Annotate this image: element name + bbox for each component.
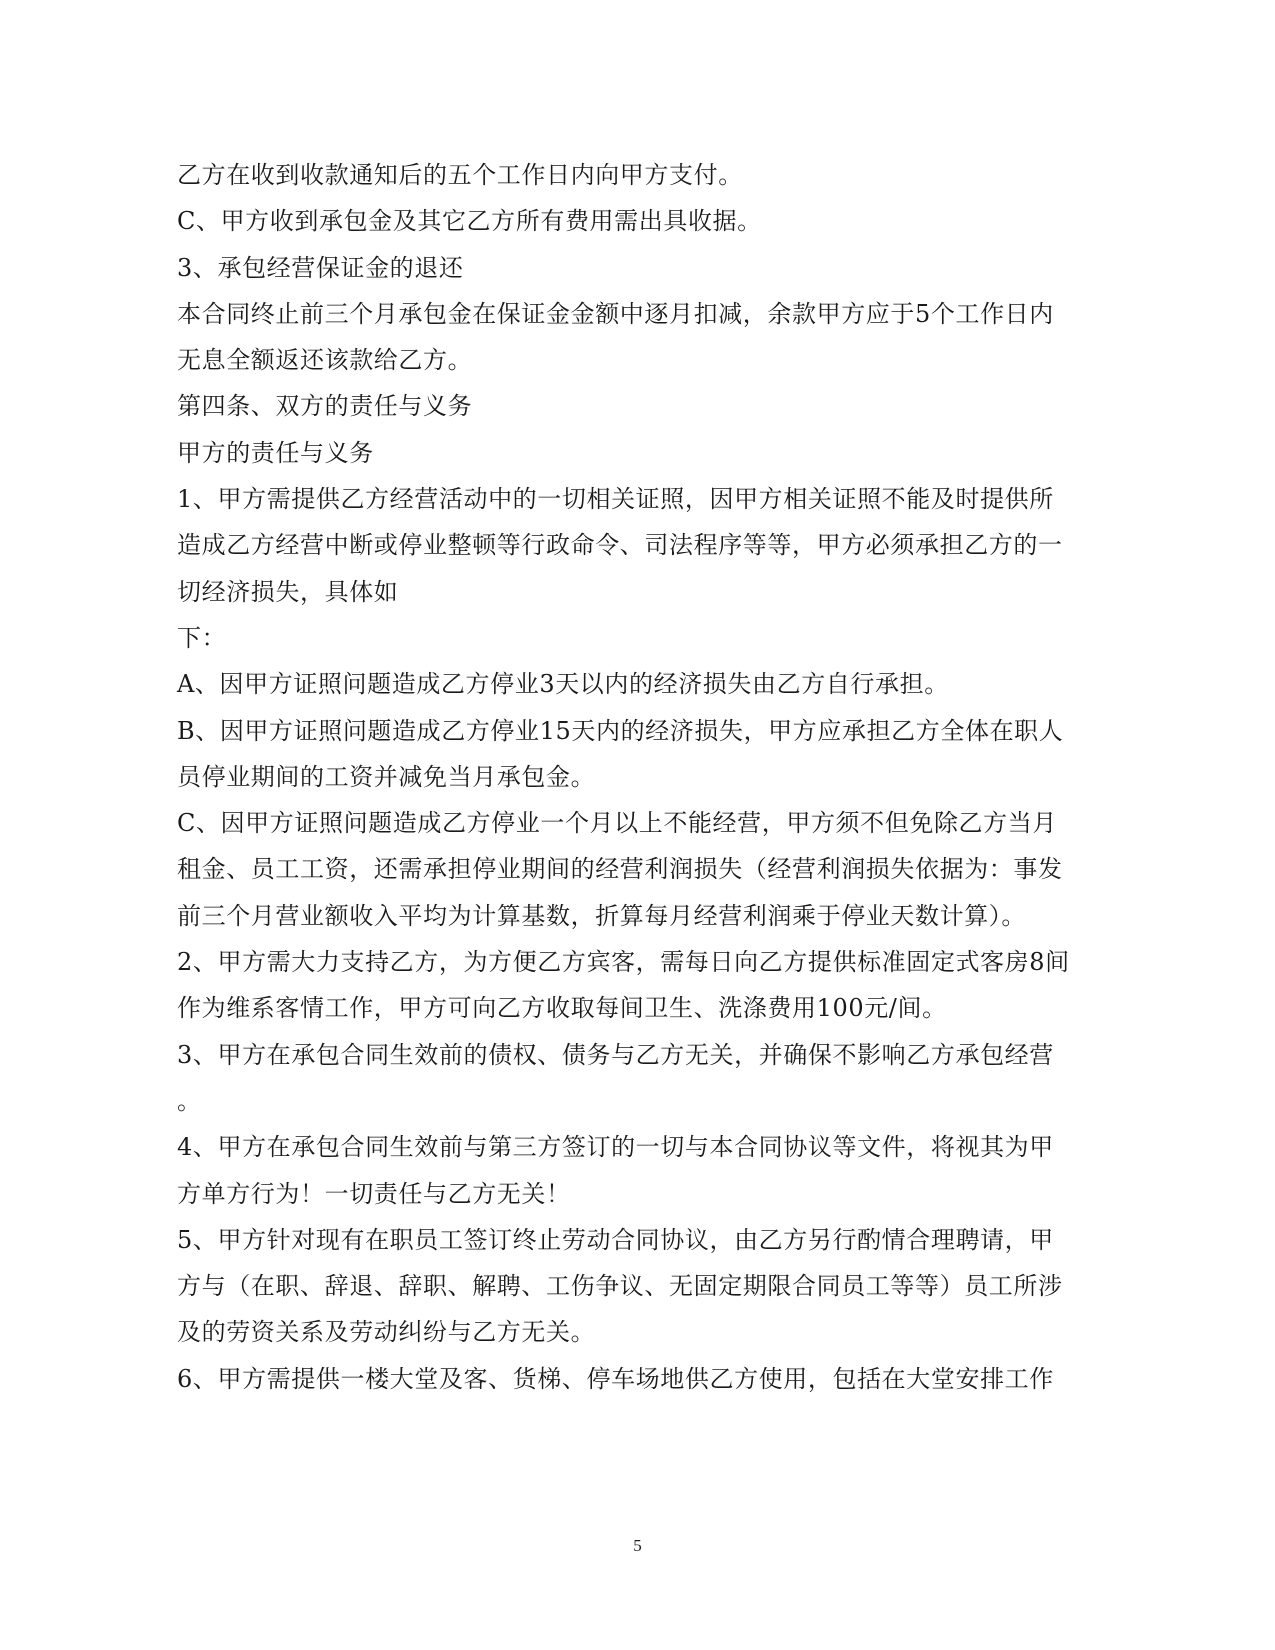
document-body	[177, 152, 1077, 1402]
text-line: 及的劳资关系及劳动纠纷与乙方无关。	[177, 1318, 596, 1347]
text-line: 方与（在职、辞退、辞职、解聘、工伤争议、无固定期限合同员工等等）员工所涉	[177, 1272, 1063, 1301]
text-line: 5、甲方针对现有在职员工签订终止劳动合同协议，由乙方另行酌情合理聘请，甲	[177, 1225, 1054, 1254]
text-line: 无息全额返还该款给乙方。	[177, 346, 473, 375]
text-line: 6、甲方需提供一楼大堂及客、货梯、停车场地供乙方使用，包括在大堂安排工作	[177, 1364, 1054, 1393]
text-line: 4、甲方在承包合同生效前与第三方签订的一切与本合同协议等文件，将视其为甲	[177, 1133, 1054, 1162]
text-line: 。	[177, 1086, 202, 1115]
text-line: B、因甲方证照问题造成乙方停业15天内的经济损失，甲方应承担乙方全体在职人	[177, 716, 1064, 745]
text-line: 下：	[177, 623, 227, 652]
text-line: 3、甲方在承包合同生效前的债权、债务与乙方无关，并确保不影响乙方承包经营	[177, 1040, 1054, 1069]
text-line: 租金、员工工资，还需承担停业期间的经营利润损失（经营利润损失依据为：事发	[177, 855, 1063, 884]
text-line: 乙方在收到收款通知后的五个工作日内向甲方支付。	[177, 161, 743, 189]
page-number: 5	[633, 1536, 642, 1555]
text-line: 2、甲方需大力支持乙方，为方便乙方宾客，需每日向乙方提供标准固定式客房8间	[177, 948, 1070, 977]
text-line: 切经济损失，具体如	[177, 577, 399, 606]
text-line: C、因甲方证照问题造成乙方停业一个月以上不能经营，甲方须不但免除乙方当月	[177, 809, 1057, 838]
text-line: 造成乙方经营中断或停业整顿等行政命令、司法程序等等，甲方必须承担乙方的一	[177, 531, 1063, 560]
text-line: 员停业期间的工资并减免当月承包金。	[177, 762, 596, 791]
section-heading: 第四条、双方的责任与义务	[177, 392, 473, 421]
text-line: A、因甲方证照问题造成乙方停业3天以内的经济损失由乙方自行承担。	[177, 670, 949, 699]
text-line: C、甲方收到承包金及其它乙方所有费用需出具收据。	[177, 207, 762, 236]
text-line: 本合同终止前三个月承包金在保证金金额中逐月扣减，余款甲方应于5个工作日内	[177, 299, 1054, 328]
text-line: 前三个月营业额收入平均为计算基数，折算每月经营利润乘于停业天数计算）。	[177, 901, 1026, 930]
text-line: 方单方行为！一切责任与乙方无关！	[177, 1179, 571, 1208]
text-line: 3、承包经营保证金的退还	[177, 253, 464, 282]
text-line: 作为维系客情工作，甲方可向乙方收取每间卫生、洗涤费用100元/间。	[177, 994, 947, 1023]
subsection-heading: 甲方的责任与义务	[177, 438, 374, 467]
text-line: 1、甲方需提供乙方经营活动中的一切相关证照，因甲方相关证照不能及时提供所	[177, 485, 1054, 514]
